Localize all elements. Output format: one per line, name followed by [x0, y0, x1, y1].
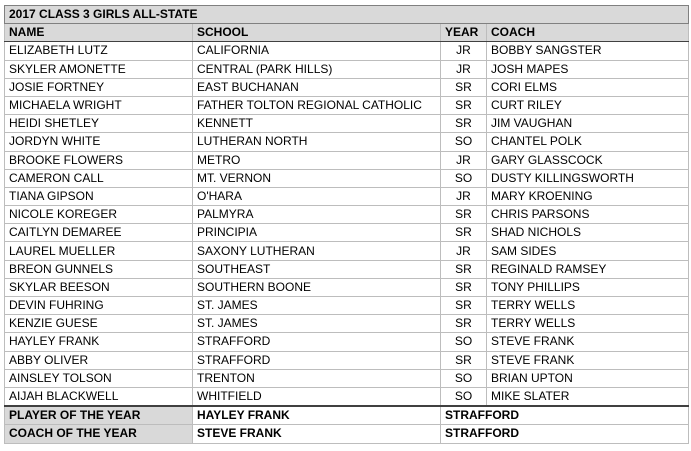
class-year: SR [441, 96, 487, 114]
all-state-table [4, 5, 689, 444]
table-row [5, 206, 689, 224]
school-name: ST. JAMES [193, 315, 441, 333]
coach-name: CURT RILEY [487, 96, 689, 114]
coach-name: REGINALD RAMSEY [487, 260, 689, 278]
coach-name: SHAD NICHOLS [487, 224, 689, 242]
class-year: SO [441, 133, 487, 151]
coach-name: BRIAN UPTON [487, 369, 689, 387]
school-name: CENTRAL (PARK HILLS) [193, 60, 441, 78]
player-name: JORDYN WHITE [5, 133, 193, 151]
school-name: SOUTHEAST [193, 260, 441, 278]
school-name: STRAFFORD [193, 333, 441, 351]
award-label: COACH OF THE YEAR [5, 425, 193, 443]
table-row [5, 187, 689, 205]
coach-name: GARY GLASSCOCK [487, 151, 689, 169]
class-year: JR [441, 42, 487, 60]
class-year: SR [441, 224, 487, 242]
player-name: AIJAH BLACKWELL [5, 387, 193, 406]
class-year: JR [441, 187, 487, 205]
table-row [5, 315, 689, 333]
player-name: ABBY OLIVER [5, 351, 193, 369]
school-name: STRAFFORD [193, 351, 441, 369]
award-school: STRAFFORD [441, 406, 689, 425]
coach-name: MIKE SLATER [487, 387, 689, 406]
table-row [5, 369, 689, 387]
coach-name: CHRIS PARSONS [487, 206, 689, 224]
class-year: SR [441, 115, 487, 133]
school-name: KENNETT [193, 115, 441, 133]
header-name: NAME [5, 24, 193, 42]
class-year: SR [441, 278, 487, 296]
coach-name: BOBBY SANGSTER [487, 42, 689, 60]
player-name: SKYLER AMONETTE [5, 60, 193, 78]
table-row [5, 42, 689, 60]
title-row [5, 6, 689, 24]
table-row [5, 297, 689, 315]
player-name: HAYLEY FRANK [5, 333, 193, 351]
table-row [5, 387, 689, 406]
class-year: SO [441, 169, 487, 187]
coach-name: CHANTEL POLK [487, 133, 689, 151]
class-year: SR [441, 297, 487, 315]
player-name: HEIDI SHETLEY [5, 115, 193, 133]
school-name: MT. VERNON [193, 169, 441, 187]
table-row [5, 60, 689, 78]
coach-name: TERRY WELLS [487, 315, 689, 333]
class-year: SR [441, 78, 487, 96]
player-name: DEVIN FUHRING [5, 297, 193, 315]
school-name: FATHER TOLTON REGIONAL CATHOLIC [193, 96, 441, 114]
table-row [5, 96, 689, 114]
award-person: HAYLEY FRANK [193, 406, 441, 425]
player-name: TIANA GIPSON [5, 187, 193, 205]
table-row [5, 151, 689, 169]
table-row [5, 115, 689, 133]
coach-name: STEVE FRANK [487, 333, 689, 351]
coach-name: SAM SIDES [487, 242, 689, 260]
player-name: JOSIE FORTNEY [5, 78, 193, 96]
table-row [5, 351, 689, 369]
player-name: NICOLE KOREGER [5, 206, 193, 224]
school-name: EAST BUCHANAN [193, 78, 441, 96]
table-row [5, 224, 689, 242]
table-row [5, 133, 689, 151]
player-name: MICHAELA WRIGHT [5, 96, 193, 114]
class-year: JR [441, 60, 487, 78]
school-name: SOUTHERN BOONE [193, 278, 441, 296]
coach-name: MARY KROENING [487, 187, 689, 205]
table-row [5, 78, 689, 96]
school-name: CALIFORNIA [193, 42, 441, 60]
school-name: LUTHERAN NORTH [193, 133, 441, 151]
class-year: SO [441, 369, 487, 387]
header-row [5, 24, 689, 42]
player-name: KENZIE GUESE [5, 315, 193, 333]
class-year: SR [441, 206, 487, 224]
award-school: STRAFFORD [441, 425, 689, 443]
coach-name: TONY PHILLIPS [487, 278, 689, 296]
player-name: BROOKE FLOWERS [5, 151, 193, 169]
table-row [5, 333, 689, 351]
player-name: LAUREL MUELLER [5, 242, 193, 260]
player-name: AINSLEY TOLSON [5, 369, 193, 387]
table-title: 2017 CLASS 3 GIRLS ALL-STATE [5, 6, 689, 24]
award-row [5, 406, 689, 425]
table-row [5, 260, 689, 278]
player-name: ELIZABETH LUTZ [5, 42, 193, 60]
header-year: YEAR [441, 24, 487, 42]
header-coach: COACH [487, 24, 689, 42]
award-row [5, 425, 689, 443]
school-name: PRINCIPIA [193, 224, 441, 242]
award-label: PLAYER OF THE YEAR [5, 406, 193, 425]
class-year: JR [441, 151, 487, 169]
class-year: SO [441, 333, 487, 351]
school-name: PALMYRA [193, 206, 441, 224]
school-name: ST. JAMES [193, 297, 441, 315]
table-row [5, 278, 689, 296]
award-person: STEVE FRANK [193, 425, 441, 443]
school-name: O'HARA [193, 187, 441, 205]
coach-name: JOSH MAPES [487, 60, 689, 78]
coach-name: STEVE FRANK [487, 351, 689, 369]
coach-name: TERRY WELLS [487, 297, 689, 315]
class-year: SO [441, 387, 487, 406]
player-name: BREON GUNNELS [5, 260, 193, 278]
header-school: SCHOOL [193, 24, 441, 42]
class-year: SR [441, 315, 487, 333]
class-year: SR [441, 260, 487, 278]
table-row [5, 242, 689, 260]
school-name: TRENTON [193, 369, 441, 387]
class-year: SR [441, 351, 487, 369]
school-name: WHITFIELD [193, 387, 441, 406]
school-name: METRO [193, 151, 441, 169]
player-name: SKYLAR BEESON [5, 278, 193, 296]
player-name: CAITLYN DEMAREE [5, 224, 193, 242]
table-row [5, 169, 689, 187]
player-name: CAMERON CALL [5, 169, 193, 187]
coach-name: JIM VAUGHAN [487, 115, 689, 133]
coach-name: DUSTY KILLINGSWORTH [487, 169, 689, 187]
school-name: SAXONY LUTHERAN [193, 242, 441, 260]
class-year: JR [441, 242, 487, 260]
coach-name: CORI ELMS [487, 78, 689, 96]
